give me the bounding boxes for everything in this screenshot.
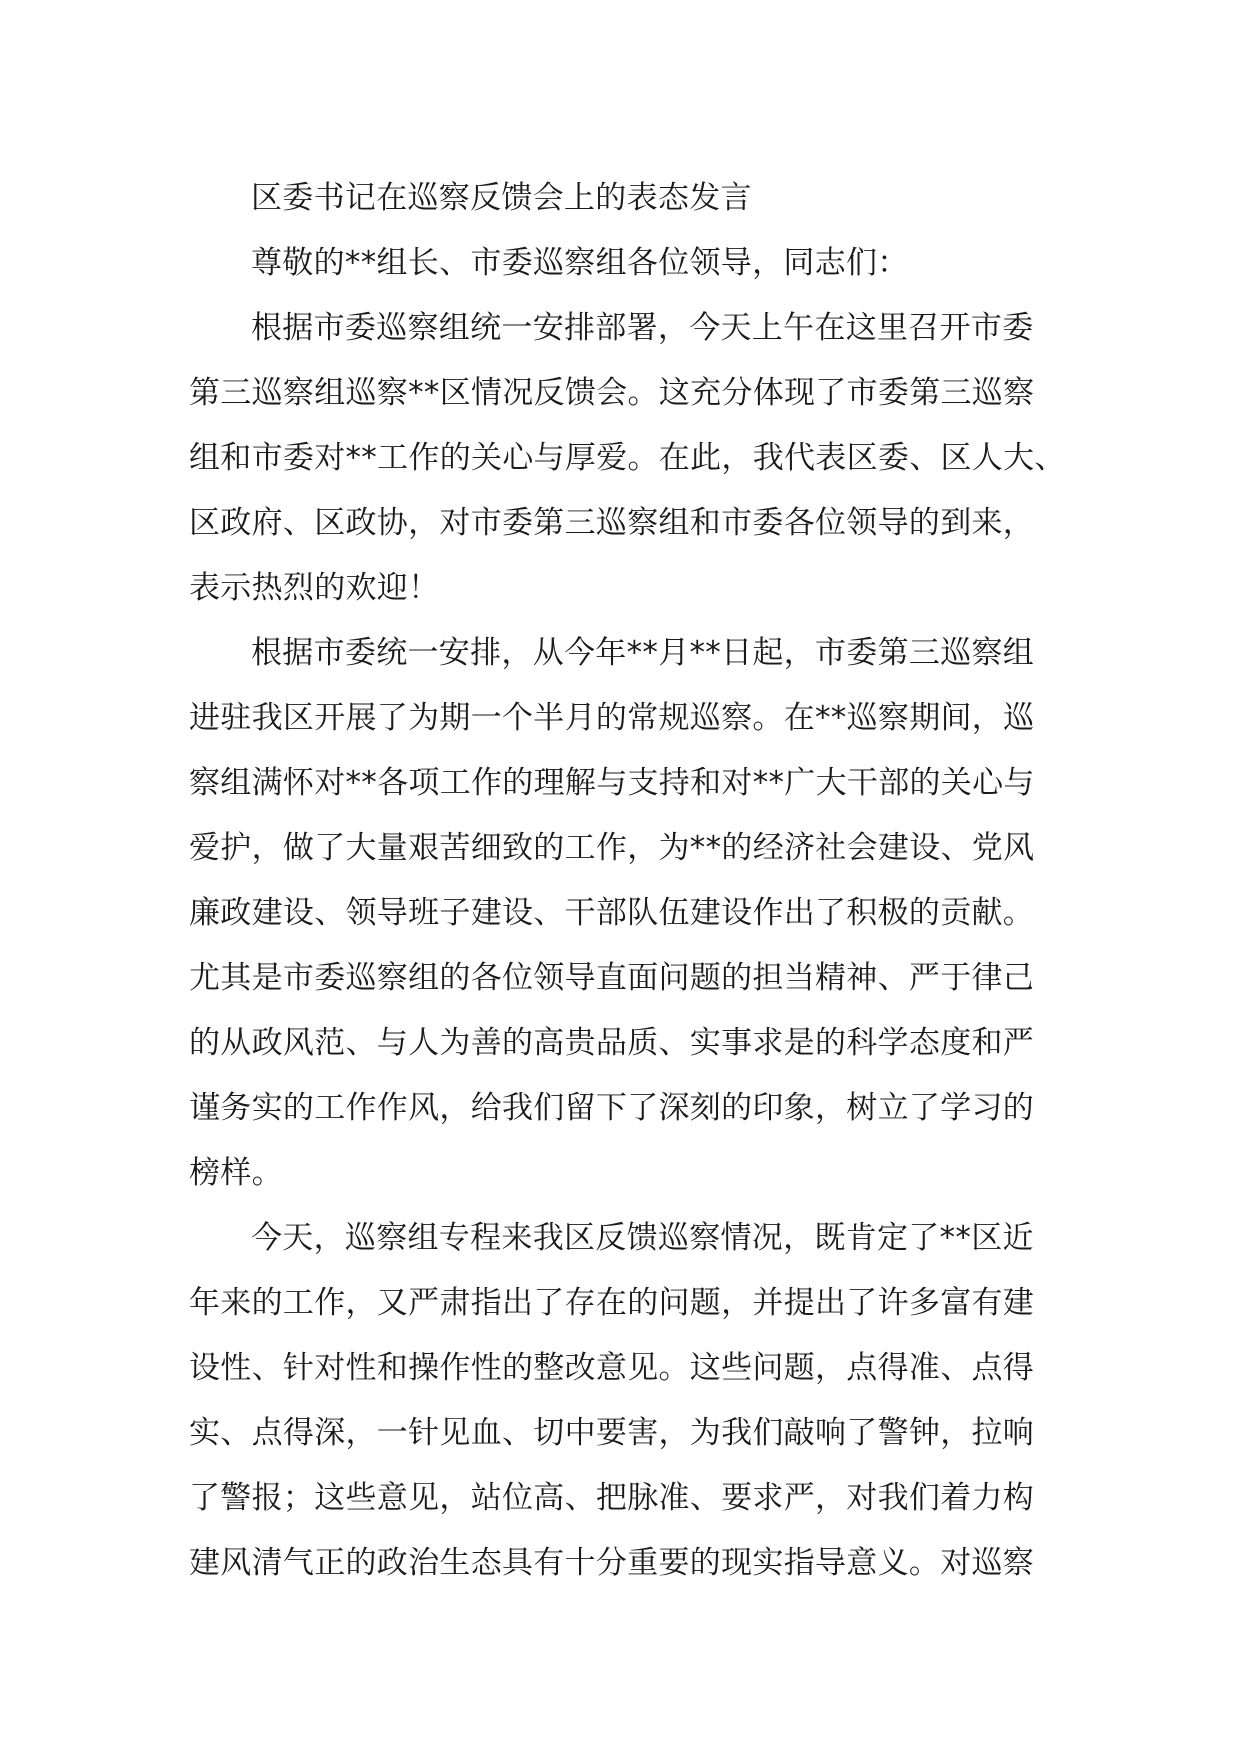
- document-body: [189, 166, 1069, 1596]
- greeting-line: 尊敬的**组长、市委巡察组各位领导，同志们：: [251, 245, 909, 281]
- paragraph-2: 根据市委统一安排，从今年**月**日起，市委第三巡察组 进驻我区开展了为期一个半月的常规巡察。在**巡察期间，巡 察组满怀对**各项工作的理解与支持和对**广大干部的关心与 爱护，做了大量艰苦细致的工作，为**的经济社会建设、党风 廉政建设、领导班子建设、干部队伍建设作出了积极的贡献。 尤其是市委巡察组的各位领导直面问题的担当精神、严于律己 的从政风范、与人为善的高贵品质、实事求是的科学态度和严 谨务实的工作作风，给我们留下了深刻的印象，树立了学习的 榜样。: [189, 635, 1035, 1191]
- paragraph-3: 今天，巡察组专程来我区反馈巡察情况，既肯定了**区近 年来的工作，又严肃指出了存在的问题，并提出了许多富有建 设性、针对性和操作性的整改意见。这些问题，点得准、点得 实、点得深，一针见血、切中要害，为我们敲响了警钟，拉响 了警报；这些意见，站位高、把脉准、要求严，对我们着力构 建风清气正的政治生态具有十分重要的现实指导意义。对巡察: [189, 1220, 1035, 1581]
- document-title: 区委书记在巡察反馈会上的表态发言: [251, 180, 752, 216]
- paragraph-1: 根据市委巡察组统一安排部署，今天上午在这里召开市委 第三巡察组巡察**区情况反馈会。这充分体现了市委第三巡察 组和市委对**工作的关心与厚爱。在此，我代表区委、区人大、 区政府、区政协，对市委第三巡察组和市委各位领导的到来， 表示热烈的欢迎！: [189, 310, 1066, 606]
